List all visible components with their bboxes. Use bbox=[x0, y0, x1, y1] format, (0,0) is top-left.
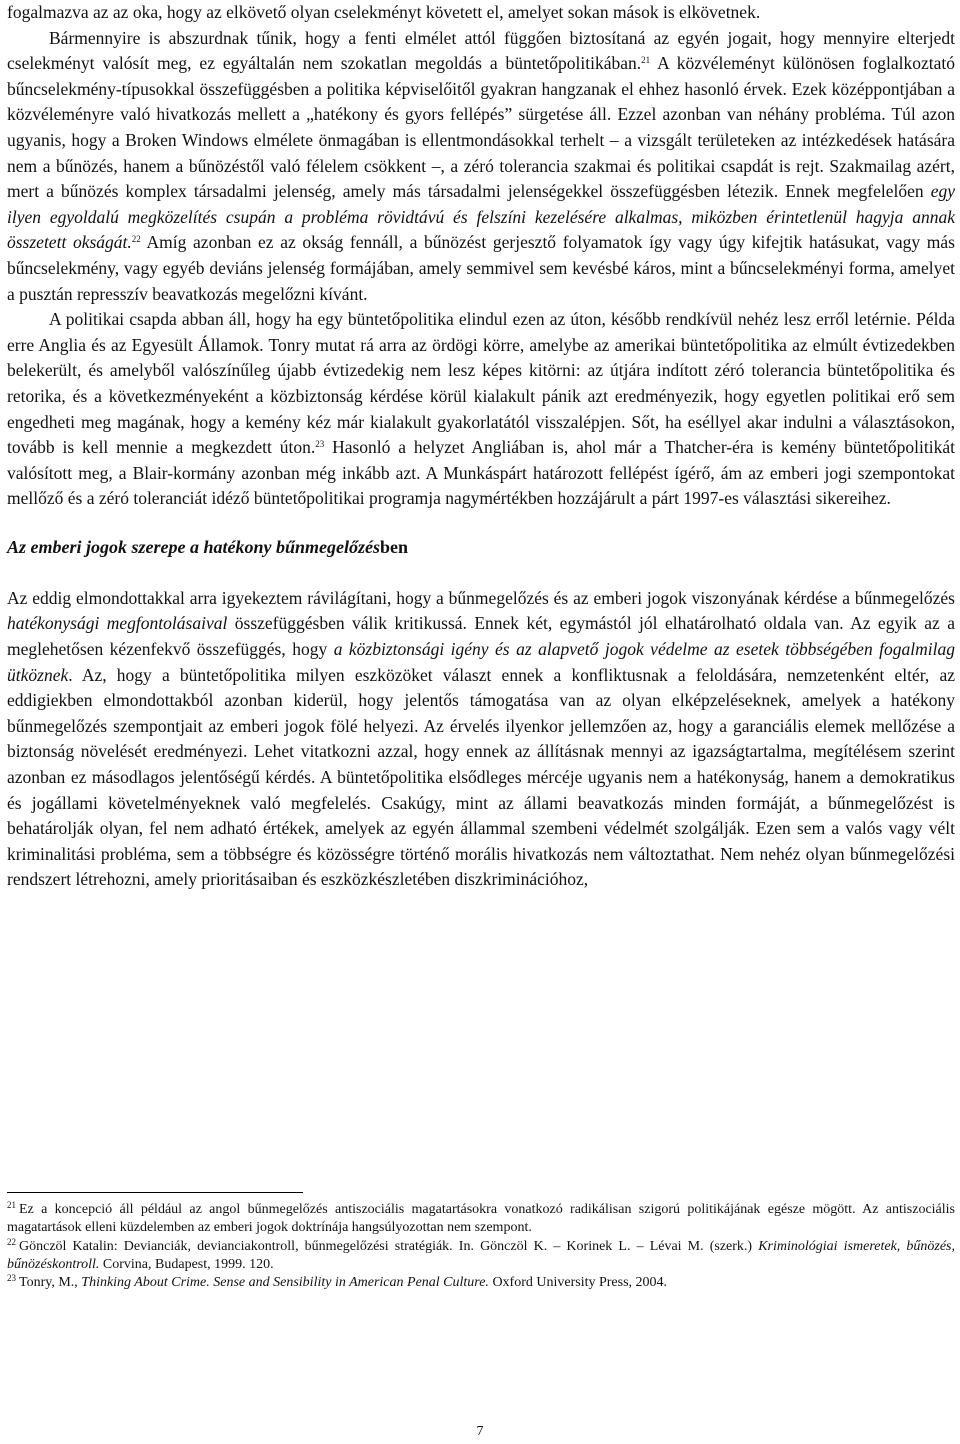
paragraph-3: Az eddig elmondottakkal arra igyekeztem rávilágítani, hogy a bűnmegelőzés és az emberi jogok viszonyának kérdése a bűnmegelőzés hatékonysági megfontolásaival összefüggésben válik kritikussá. Ennek két, egymástól jól elhatárolható oldala van. Az egyik az a meglehetősen kézenfekvő összefüggés, hogy a közbiztonsági igény és az alapvető jogok védelme az esetek többségében fogalmilag ütköznek. Az, hogy a büntetőpolitika milyen eszközöket választ ennek a konfliktusnak a feloldására, nemzetenként eltér, az eddigiekben elmondottakból azonban kiderül, hogy jelentős támogatása van az olyan elképzeléseknek, amelyek a hatékony bűnmegelőzés szempontjait az emberi jogok fölé helyezi. Az érvelés ilyenkor jellemzően az, hogy a garanciális elemek mellőzése a biztonság növelését eredményezi. Lehet vitatkozni azzal, hogy ennek az állításnak mennyi az igazságtartalma, megítélésem szerint azonban ez másodlagos jelentőségű kérdés. A büntetőpolitika elsődleges mércéje ugyanis nem a hatékonyság, hanem a demokratikus és jogállami követelményeknek való megfelelés. Csakúgy, mint az állami beavatkozás minden formáját, a bűnmegelőzést is behatárolják olyan, fel nem adható értékek, amelyek az egyén állammal szembeni védelmét szolgálják. Ezen sem a valós vagy vélt kriminalitási probléma, sem a többségre és közösségre történő morális hivatkozás nem változtathat. Nem nehéz olyan bűnmegelőzési rendszert létrehozni, amely prioritásaiban és eszközkészletében diszkriminációhoz, bbox=[7, 587, 955, 890]
section-heading: Az emberi jogok szerepe a hatékony bűnmegelőzésben bbox=[7, 536, 408, 557]
footnote-22: $^{22}$ Gönczöl Katalin: Devianciák, devianciakontroll, bűnmegelőzési stratégiák. In. Gönczöl K. – Korinek L. – Lévai M. (szerk.) Kriminológiai ismeretek, bűnözés, bűnözéskontroll. Corvina, Budapest, 1999. 120. bbox=[7, 1236, 956, 1272]
footnote-ref-23[interactable]: 23 bbox=[315, 439, 325, 450]
page-number: 7 bbox=[476, 1424, 484, 1439]
footnote-21: $^{21}$ Ez a koncepció áll például az angol bűnmegelőzés antiszociális magatartásokra vonatkozó radikálisan szigorú politikájának egésze mögött. Az antiszociális magatartások elleni küzdelemben az emberi jogok doktrínája hangsúlyozottan nem szempont. bbox=[7, 1200, 955, 1236]
footnote-ref-22[interactable]: 22 bbox=[131, 234, 141, 245]
emphasis-text: hatékonysági megfontolásaival bbox=[7, 613, 228, 634]
footnote-divider bbox=[7, 1192, 303, 1193]
paragraph-2: A politikai csapda abban áll, hogy ha egy büntetőpolitika elindul ezen az úton, később rendkívül nehéz lesz erről letérnie. Példa erre Anglia és az Egyesült Államok. Tonry mutat rá arra az ördögi körre, amelybe az amerikai büntetőpolitika az elmúlt évtizedekben belekerült, és amelyből valószínűleg újabb évtizedekig nem lesz képes kitörni: az útjára indított zéró tolerancia büntetőpolitika és retorika, és a következményeként a közbiztonság kérdése körül kialakult pánik azt eredményezik, hogy egyetlen politikai erő sem engedheti meg magának, hogy a kemény kéz már kialakult gyakorlatától visszalépjen. Sőt, ha eséllyel akar indulni a választásokon, tovább is kell mennie a megkezdett úton.$^{23}$ Hasonló a helyzet Angliában is, ahol már a Thatcher-éra is kemény büntetőpolitikát valósított meg, a Blair-kormány azonban még inkább azt. A Munkáspárt határozott fellépést ígérő, ám az emberi jogi szempontokat mellőző és a zéró toleranciát idéző büntetőpolitikai programja nagymértékben hozzájárult a párt 1997-es választási sikereihez. bbox=[7, 309, 956, 509]
footnote-ref-21[interactable]: 21 bbox=[641, 55, 651, 66]
body-text bbox=[7, 0, 955, 893]
footnotes bbox=[7, 1201, 955, 1292]
paragraph-1: Bármennyire is abszurdnak tűnik, hogy a fenti elmélet attól függően biztosítaná az egyén jogait, hogy mennyire elterjedt cselekményt valósít meg, ez egyáltalán nem szokatlan megoldás a büntetőpolitikában.$^{21}$ A közvéleményt különösen foglalkoztató bűncselekmény-típusokkal összefüggésben a politika képviselőitől gyakran hangzanak el ehhez hasonló érvek. Ezek középpontjában a közvéleményre való hivatkozás mellett a „hatékony és gyors fellépés” sürgetése áll. Ezzel azonban van néhány probléma. Túl azon ugyanis, hogy a Broken Windows elmélete önmagában is ellentmondásokkal terhelt – a vizsgált területeken az intézkedések hatására nem a bűnözés, hanem a bűnözéstől való félelem csökkent –, a zéró tolerancia szakmai és politikai csapdát is rejt. Szakmailag azért, mert a bűnözés komplex társadalmi jelenség, amely más társadalmi jelenségekkel összefüggésben létezik. Ennek megfelelően egy ilyen egyoldalú megközelítés csupán a probléma rövidtávú és felszíni kezelésére alkalmas, miközben érintetlenül hagyja annak összetett okságát.$^{22}$ Amíg azonban ez az okság fennáll, a bűnözést gerjesztő folyamatok így vagy úgy kifejtik hatásukat, vagy más bűncselekmény, vagy egyéb deviáns jelenség formájában, amely semmivel sem kevésbé káros, mint a bűncselekményi forma, amelyet a pusztán represszív beavatkozás megelőzni kívánt. bbox=[7, 27, 955, 304]
emphasis-text: a közbiztonsági igény és az alapvető jogok védelme az esetek többségében fogalmilag ütköznek bbox=[7, 639, 955, 685]
emphasis-text: egy ilyen egyoldalú megközelítés csupán a probléma rövidtávú és felszíni kezelésére alkalmas, miközben érintetlenül hagyja annak összetett okságát. bbox=[7, 181, 955, 253]
footnote-23: $^{23}$ Tonry, M., Thinking About Crime. Sense and Sensibility in American Penal Culture. Oxford University Press, 2004. bbox=[7, 1273, 668, 1291]
document-page bbox=[7, 0, 955, 893]
paragraph-continuation: fogalmazva az az oka, hogy az elkövető olyan cselekményt követett el, amelyet sokan mások is elkövetnek. bbox=[7, 2, 761, 22]
